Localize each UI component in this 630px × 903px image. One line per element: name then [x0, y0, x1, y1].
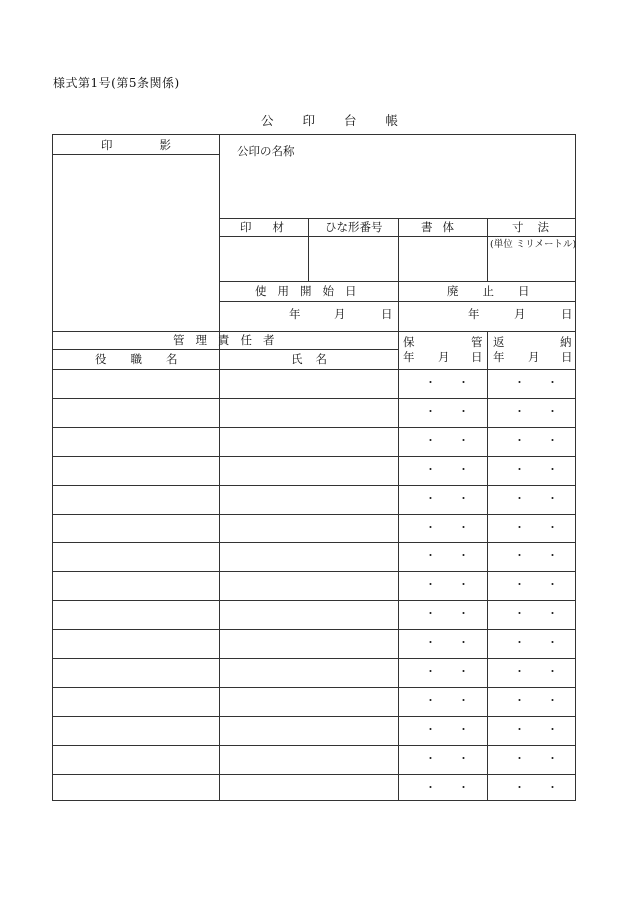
- keep-date-dot: ・: [425, 376, 436, 389]
- divider-left-column: [219, 135, 220, 800]
- log-row-line: [53, 571, 575, 572]
- keep-date-dot: ・: [458, 752, 469, 765]
- return-date-dot: ・: [547, 781, 558, 794]
- return-date-dot: ・: [514, 376, 525, 389]
- return-label-2: 納: [560, 335, 572, 349]
- keep-date-dot: ・: [425, 434, 436, 447]
- dimensions-unit: (単位 ミリメートル): [490, 239, 577, 250]
- return-date-dot: ・: [514, 781, 525, 794]
- log-row-line: [53, 774, 575, 775]
- return-date-dot: ・: [547, 578, 558, 591]
- position-label: 役職名: [95, 352, 202, 366]
- return-date-dot: ・: [514, 694, 525, 707]
- log-row-line: [53, 716, 575, 717]
- keep-date-dot: ・: [458, 578, 469, 591]
- line-dates-header: [219, 301, 575, 302]
- keep-date-dot: ・: [425, 723, 436, 736]
- return-date-dot: ・: [547, 665, 558, 678]
- line-impression-header: [53, 154, 219, 155]
- keep-date-dot: ・: [458, 665, 469, 678]
- keep-date-dot: ・: [425, 463, 436, 476]
- keep-date-dot: ・: [425, 521, 436, 534]
- seal-impression-char-1: 印: [101, 138, 113, 152]
- return-date-dot: ・: [547, 752, 558, 765]
- managers-label: 管理責任者: [173, 333, 286, 347]
- line-dates-top: [219, 281, 575, 282]
- seal-impression-char-2: 影: [159, 138, 171, 152]
- use-start-year: 年: [289, 307, 301, 321]
- return-date-dot: ・: [514, 463, 525, 476]
- log-row-line: [53, 369, 575, 370]
- abolished-day: 日: [561, 307, 573, 321]
- abolished-date-label: 廃止日: [447, 284, 554, 298]
- return-date-dot: ・: [514, 405, 525, 418]
- return-date-dot: ・: [514, 549, 525, 562]
- return-date-dot: ・: [514, 607, 525, 620]
- keep-year: 年: [403, 350, 415, 364]
- line-managers-header: [53, 349, 398, 350]
- log-row-line: [53, 745, 575, 746]
- log-row-line: [53, 687, 575, 688]
- return-year: 年: [493, 350, 505, 364]
- keep-date-dot: ・: [458, 723, 469, 736]
- log-row-line: [53, 658, 575, 659]
- return-date-dot: ・: [547, 463, 558, 476]
- use-start-day: 日: [381, 307, 393, 321]
- log-row-line: [53, 398, 575, 399]
- keep-date-dot: ・: [425, 405, 436, 418]
- material-label: 印材: [240, 220, 305, 234]
- log-row-line: [53, 629, 575, 630]
- log-row-line: [53, 600, 575, 601]
- return-month: 月: [528, 350, 540, 364]
- keep-date-dot: ・: [458, 521, 469, 534]
- return-date-dot: ・: [547, 434, 558, 447]
- dimensions-label: 寸法: [512, 220, 563, 234]
- return-date-dot: ・: [547, 607, 558, 620]
- log-row-line: [53, 427, 575, 428]
- keep-date-dot: ・: [458, 405, 469, 418]
- keep-date-dot: ・: [458, 694, 469, 707]
- return-date-dot: ・: [514, 492, 525, 505]
- keep-date-dot: ・: [425, 607, 436, 620]
- divider-dimensions: [487, 218, 488, 281]
- log-row-line: [53, 514, 575, 515]
- keep-day: 日: [471, 350, 483, 364]
- return-date-dot: ・: [547, 694, 558, 707]
- return-day: 日: [561, 350, 573, 364]
- return-label-1: 返: [493, 335, 505, 349]
- return-date-dot: ・: [514, 578, 525, 591]
- return-date-dot: ・: [547, 636, 558, 649]
- keep-date-dot: ・: [458, 607, 469, 620]
- keep-date-dot: ・: [458, 434, 469, 447]
- return-date-dot: ・: [547, 492, 558, 505]
- seal-impression-label: [101, 138, 171, 152]
- keep-date-dot: ・: [425, 752, 436, 765]
- return-date-dot: ・: [547, 521, 558, 534]
- line-managers-top: [53, 331, 575, 332]
- keep-date-dot: ・: [425, 781, 436, 794]
- return-date-dot: ・: [514, 723, 525, 736]
- return-date-dot: ・: [547, 549, 558, 562]
- keep-date-dot: ・: [458, 781, 469, 794]
- divider-material: [308, 218, 309, 281]
- keep-date-dot: ・: [425, 636, 436, 649]
- keep-date-dot: ・: [458, 492, 469, 505]
- return-date-dot: ・: [514, 521, 525, 534]
- line-attributes-header: [219, 236, 575, 237]
- keep-label-1: 保: [403, 335, 415, 349]
- template-number-label: ひな形番号: [325, 220, 383, 234]
- log-row-line: [53, 456, 575, 457]
- keep-month: 月: [438, 350, 450, 364]
- return-date-dot: ・: [547, 405, 558, 418]
- keep-label-2: 管: [471, 335, 483, 349]
- page-title: 公印台帳: [260, 113, 427, 128]
- use-start-date-label: 使用開始日: [255, 284, 368, 298]
- keep-date-dot: ・: [458, 376, 469, 389]
- seal-name-label: 公印の名称: [237, 144, 295, 158]
- abolished-month: 月: [514, 307, 526, 321]
- log-row-line: [53, 542, 575, 543]
- abolished-year: 年: [468, 307, 480, 321]
- keep-date-dot: ・: [458, 463, 469, 476]
- return-date-dot: ・: [514, 434, 525, 447]
- divider-custody: [487, 331, 488, 800]
- keep-date-dot: ・: [458, 636, 469, 649]
- keep-date-dot: ・: [425, 665, 436, 678]
- form-number: 様式第1号(第5条関係): [53, 76, 180, 90]
- line-attributes-top: [219, 218, 575, 219]
- keep-date-dot: ・: [425, 492, 436, 505]
- use-start-month: 月: [334, 307, 346, 321]
- typeface-label: 書体: [421, 220, 464, 234]
- return-date-dot: ・: [547, 376, 558, 389]
- return-date-dot: ・: [514, 636, 525, 649]
- keep-date-dot: ・: [458, 549, 469, 562]
- log-row-line: [53, 485, 575, 486]
- return-date-dot: ・: [514, 752, 525, 765]
- return-date-dot: ・: [514, 665, 525, 678]
- person-name-label: 氏名: [291, 352, 340, 366]
- keep-date-dot: ・: [425, 694, 436, 707]
- divider-typeface: [398, 218, 399, 800]
- keep-date-dot: ・: [425, 578, 436, 591]
- keep-date-dot: ・: [425, 549, 436, 562]
- return-date-dot: ・: [547, 723, 558, 736]
- seal-ledger-table: [52, 134, 576, 801]
